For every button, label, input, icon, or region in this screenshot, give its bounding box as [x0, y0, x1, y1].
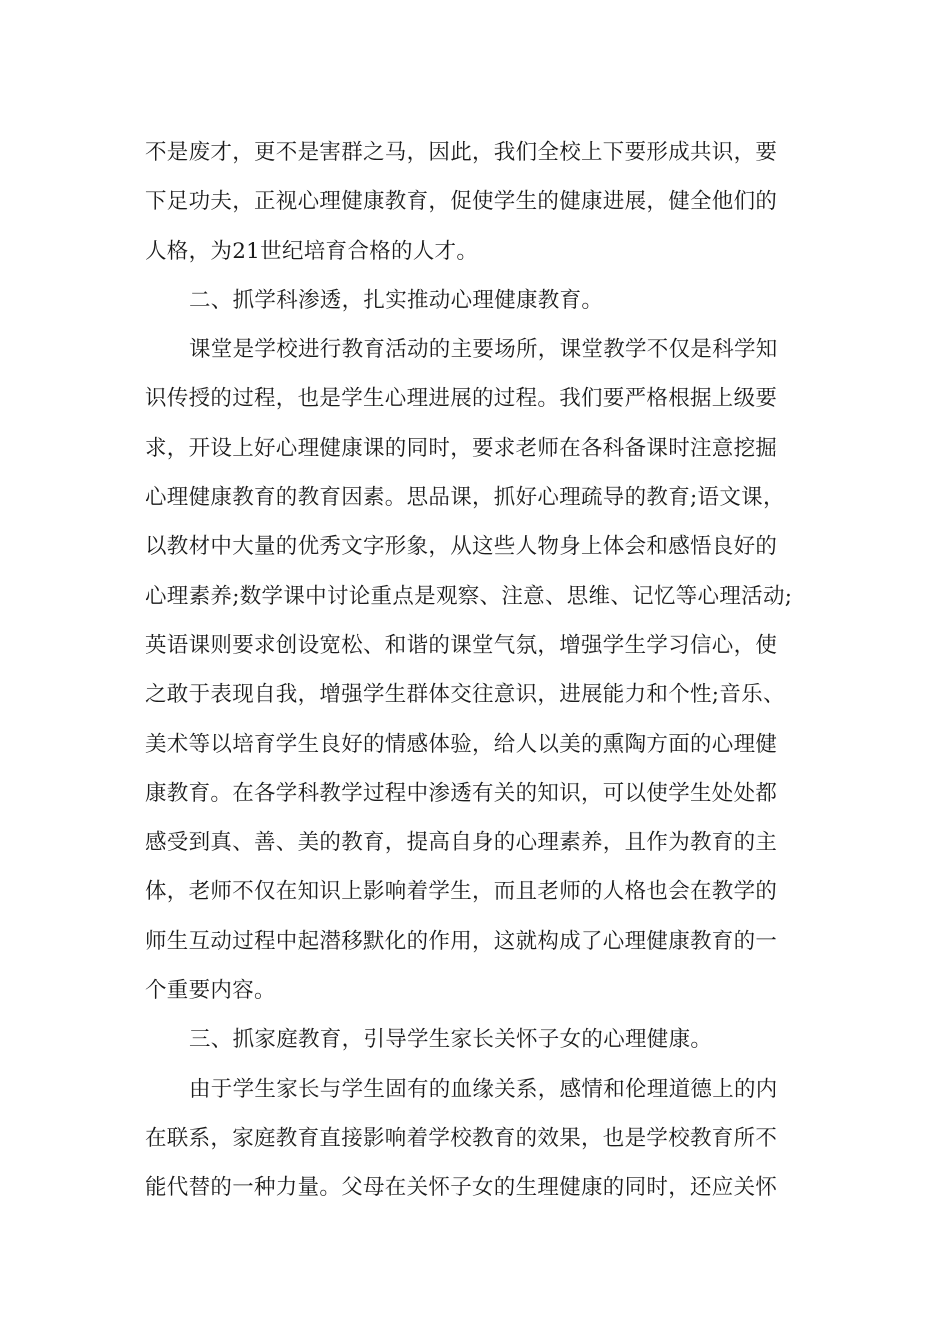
- text-line: 求，开设上好心理健康课的同时，要求老师在各科备课时注意挖掘: [145, 435, 778, 461]
- text-line: 下足功夫，正视心理健康教育，促使学生的健康进展，健全他们的: [145, 189, 778, 215]
- text-line: 在联系，家庭教育直接影响着学校教育的效果，也是学校教育所不: [145, 1125, 778, 1151]
- text-line: 能代替的一种力量。父母在关怀子女的生理健康的同时，还应关怀: [145, 1175, 778, 1201]
- text-line: 个重要内容。: [145, 978, 276, 1004]
- text-line: 心理素养;数学课中讨论重点是观察、注意、思维、记忆等心理活动;: [145, 583, 793, 609]
- text-line: 康教育。在各学科教学过程中渗透有关的知识，可以使学生处处都: [145, 780, 778, 806]
- section-heading: 二、抓学科渗透，扎实推动心理健康教育。: [189, 287, 604, 313]
- text-line: 由于学生家长与学生固有的血缘关系，感情和伦理道德上的内: [189, 1076, 778, 1102]
- text-line: 美术等以培育学生良好的情感体验，给人以美的熏陶方面的心理健: [145, 731, 778, 757]
- text-line: 以教材中大量的优秀文字形象，从这些人物身上体会和感悟良好的: [145, 534, 778, 560]
- text-line: 识传授的过程，也是学生心理进展的过程。我们要严格根据上级要: [145, 386, 778, 412]
- section-heading: 三、抓家庭教育，引导学生家长关怀子女的心理健康。: [189, 1027, 713, 1053]
- text-line: 体，老师不仅在知识上影响着学生，而且老师的人格也会在教学的: [145, 879, 778, 905]
- text-line: 之敢于表现自我，增强学生群体交往意识，进展能力和个性;音乐、: [145, 682, 785, 708]
- body-text: [145, 128, 845, 1213]
- text-line: 课堂是学校进行教育活动的主要场所，课堂教学不仅是科学知: [189, 337, 778, 363]
- text-line: 师生互动过程中起潜移默化的作用，这就构成了心理健康教育的一: [145, 928, 778, 954]
- text-line: 英语课则要求创设宽松、和谐的课堂气氛，增强学生学习信心，使: [145, 632, 778, 658]
- text-line: 心理健康教育的教育因素。思品课，抓好心理疏导的教育;语文课，: [145, 485, 785, 511]
- text-line: 人格，为21世纪培育合格的人才。: [145, 238, 479, 264]
- text-line: 不是废才，更不是害群之马，因此，我们全校上下要形成共识，要: [145, 140, 778, 165]
- text-line: 感受到真、善、美的教育，提高自身的心理素养，且作为教育的主: [145, 830, 778, 856]
